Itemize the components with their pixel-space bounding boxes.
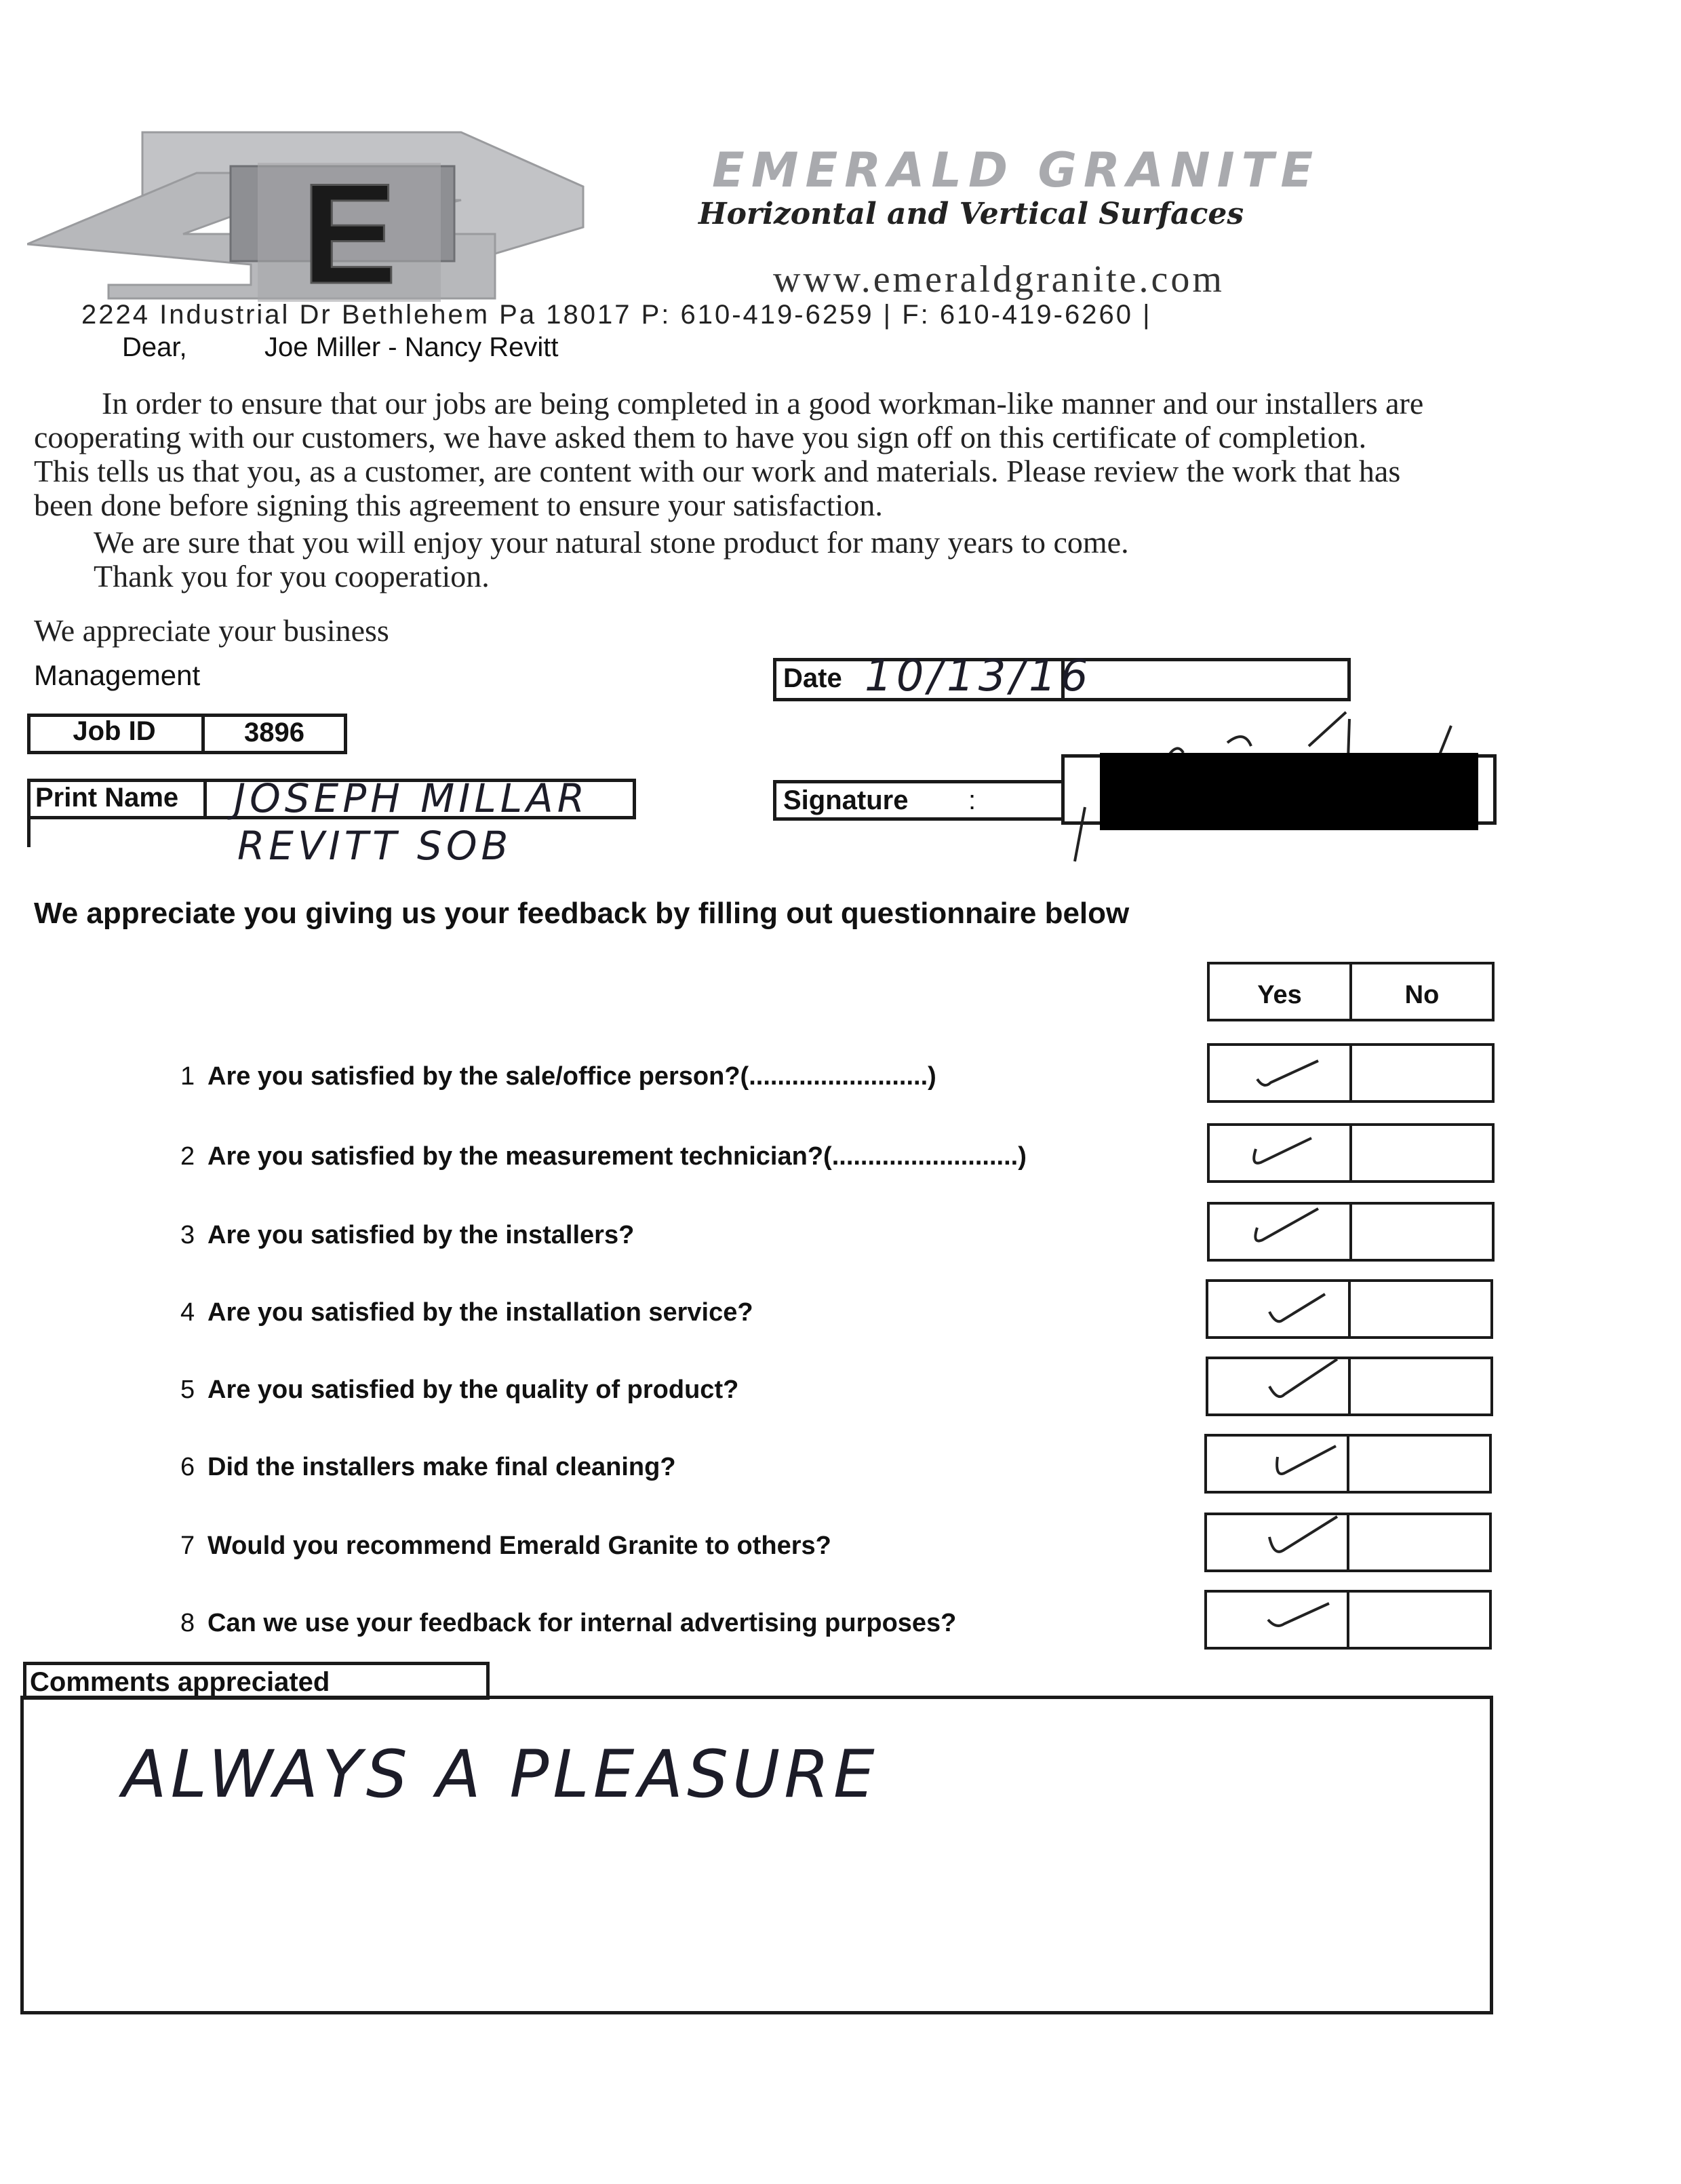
job-id-value: 3896 (244, 718, 304, 747)
checkmark-icon (1250, 1049, 1332, 1096)
checkmark-icon (1244, 1129, 1325, 1176)
intro-paragraph-line-1: In order to ensure that our jobs are being completed in a good workman-like manner and our installers are (102, 386, 1424, 421)
date-value: 10/13/16 (865, 651, 1092, 701)
appreciation-line: We appreciate your business (34, 613, 389, 648)
company-name: EMERALD GRANITE (712, 142, 1320, 198)
comments-text: ALWAYS A PLEASURE (122, 1736, 879, 1812)
question-2-text: Are you satisfied by the measurement technician?(..........................) (207, 1142, 1027, 1171)
closing-line-2: Thank you for you cooperation. (94, 559, 490, 593)
question-8-yes-checkbox[interactable] (1204, 1590, 1349, 1650)
question-7-text: Would you recommend Emerald Granite to others? (207, 1532, 831, 1560)
question-4-no-checkbox[interactable] (1348, 1279, 1493, 1339)
company-tagline: Horizontal and Vertical Surfaces (698, 197, 1244, 231)
print-name-line-2: REVITT SOB (237, 823, 513, 869)
question-6-number: 6 (180, 1453, 195, 1481)
print-name-line-1: JOSEPH MILLAR (234, 775, 589, 821)
question-5-number: 5 (180, 1376, 195, 1404)
yes-label: Yes (1257, 981, 1302, 1009)
checkmark-icon (1261, 1510, 1349, 1571)
checkmark-icon (1261, 1594, 1343, 1641)
question-8-no-checkbox[interactable] (1347, 1590, 1492, 1650)
job-id-label: Job ID (73, 716, 156, 746)
sign-off: Management (34, 659, 201, 691)
question-7-yes-checkbox[interactable] (1204, 1513, 1349, 1572)
question-1-number: 1 (180, 1062, 195, 1091)
comments-label: Comments appreciated (30, 1667, 330, 1697)
question-6-no-checkbox[interactable] (1347, 1434, 1492, 1494)
question-1-yes-checkbox[interactable] (1207, 1043, 1352, 1103)
question-6-text: Did the installers make final cleaning? (207, 1453, 676, 1481)
question-6-yes-checkbox[interactable] (1204, 1434, 1349, 1494)
question-3-no-checkbox[interactable] (1349, 1202, 1495, 1262)
logo-letter: E (301, 154, 397, 302)
checkmark-icon (1244, 1201, 1332, 1255)
question-2-number: 2 (180, 1142, 195, 1171)
checkmark-icon (1268, 1437, 1349, 1491)
question-8-text: Can we use your feedback for internal advertising purposes? (207, 1609, 957, 1637)
question-3-number: 3 (180, 1221, 195, 1249)
salutation: Dear, (122, 332, 187, 362)
question-4-number: 4 (180, 1298, 195, 1327)
question-4-yes-checkbox[interactable] (1206, 1279, 1351, 1339)
no-label: No (1404, 981, 1440, 1009)
question-7-number: 7 (180, 1532, 195, 1560)
questionnaire-heading: We appreciate you giving us your feedback by filling out questionnaire below (34, 897, 1130, 930)
intro-paragraph-line-3: This tells us that you, as a customer, are content with our work and materials. Please review the work that has (34, 454, 1401, 488)
question-3-text: Are you satisfied by the installers? (207, 1221, 635, 1249)
question-5-text: Are you satisfied by the quality of product? (207, 1376, 739, 1404)
question-1-text: Are you satisfied by the sale/office person?(.........................) (207, 1062, 936, 1091)
question-7-no-checkbox[interactable] (1347, 1513, 1492, 1572)
question-1-no-checkbox[interactable] (1349, 1043, 1495, 1103)
signature-colon: : (968, 785, 976, 815)
closing-line-1: We are sure that you will enjoy your natural stone product for many years to come. (94, 525, 1129, 560)
date-label: Date (783, 663, 842, 693)
signature-label: Signature (783, 785, 909, 815)
checkmark-icon (1263, 1285, 1344, 1332)
question-8-number: 8 (180, 1609, 195, 1637)
checkmark-icon (1263, 1352, 1351, 1413)
company-website[interactable]: www.emeraldgranite.com (773, 258, 1225, 300)
company-address: 2224 Industrial Dr Bethlehem Pa 18017 P: 610-419-6259 | F: 610-419-6260 | (81, 300, 1152, 330)
question-2-yes-checkbox[interactable] (1207, 1123, 1352, 1183)
print-name-label: Print Name (35, 783, 179, 813)
question-5-no-checkbox[interactable] (1348, 1357, 1493, 1416)
company-logo (27, 125, 597, 302)
question-2-no-checkbox[interactable] (1349, 1123, 1495, 1183)
question-5-yes-checkbox[interactable] (1206, 1357, 1351, 1416)
intro-paragraph-line-2: cooperating with our customers, we have asked them to have you sign off on this certificate of completion. (34, 420, 1367, 454)
recipient-names: Joe Miller - Nancy Revitt (264, 332, 559, 362)
question-4-text: Are you satisfied by the installation service? (207, 1298, 753, 1327)
signature-redaction (1100, 753, 1478, 830)
question-3-yes-checkbox[interactable] (1207, 1202, 1352, 1262)
intro-paragraph-line-4: been done before signing this agreement to ensure your satisfaction. (34, 488, 883, 522)
